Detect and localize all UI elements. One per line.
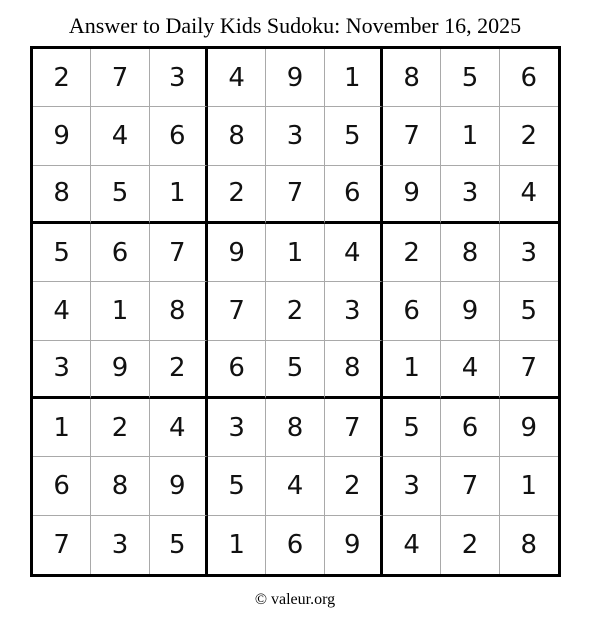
sudoku-cell-r6-c6: 8: [325, 341, 383, 399]
sudoku-cell-r8-c5: 4: [266, 457, 324, 515]
sudoku-cell-r7-c8: 6: [441, 399, 499, 457]
sudoku-cell-r3-c9: 4: [500, 166, 558, 224]
sudoku-cell-r4-c3: 7: [150, 224, 208, 282]
sudoku-cell-r4-c5: 1: [266, 224, 324, 282]
sudoku-cell-r8-c2: 8: [91, 457, 149, 515]
sudoku-cell-r7-c1: 1: [33, 399, 91, 457]
sudoku-cell-r3-c8: 3: [441, 166, 499, 224]
sudoku-cell-r6-c9: 7: [500, 341, 558, 399]
sudoku-cell-r2-c3: 6: [150, 107, 208, 165]
sudoku-cell-r5-c6: 3: [325, 282, 383, 340]
sudoku-cell-r9-c9: 8: [520, 529, 538, 560]
sudoku-cell-r3-c7: 9: [383, 166, 441, 224]
sudoku-cell-r7-c9: 9: [500, 399, 558, 457]
sudoku-cell-r9-c8: 2: [441, 516, 499, 574]
sudoku-cell-r8-c1: 6: [33, 457, 91, 515]
sudoku-cell-r9-c4: 1: [208, 516, 266, 574]
sudoku-cell-r8-c8: 7: [441, 457, 499, 515]
sudoku-cell-r2-c2: 4: [91, 107, 149, 165]
sudoku-cell-r7-c5: 8: [266, 399, 324, 457]
sudoku-cell-r7-c2: 2: [91, 399, 149, 457]
sudoku-cell-r7-c4: 3: [208, 399, 266, 457]
sudoku-cell-r1-c2: 7: [91, 49, 149, 107]
sudoku-cell-r5-c9: 5: [500, 282, 558, 340]
sudoku-cell-r1-c8: 5: [441, 49, 499, 107]
sudoku-cell-r1-c9: 6: [500, 49, 558, 107]
sudoku-cell-r2-c7: 7: [383, 107, 441, 165]
sudoku-cell-r1-c1: 2: [33, 49, 91, 107]
sudoku-cell-r5-c1: 4: [33, 282, 91, 340]
sudoku-grid: [30, 46, 561, 577]
sudoku-cell-r4-c9: 3: [500, 224, 558, 282]
sudoku-cell-r1-c3: 3: [150, 49, 208, 107]
sudoku-cell-r3-c3: 1: [150, 166, 208, 224]
sudoku-cell-r9-c5: 6: [266, 516, 324, 574]
sudoku-cell-r9-c2: 3: [91, 516, 149, 574]
sudoku-cell-r4-c7: 2: [383, 224, 441, 282]
sudoku-cell-r1-c5: 9: [266, 49, 324, 107]
sudoku-cell-r6-c3: 2: [150, 341, 208, 399]
sudoku-cell-r1-c6: 1: [325, 49, 383, 107]
sudoku-cell-r2-c6: 5: [325, 107, 383, 165]
sudoku-cell-r2-c4: 8: [208, 107, 266, 165]
sudoku-cell-r3-c4: 2: [208, 166, 266, 224]
sudoku-cell-r4-c2: 6: [91, 224, 149, 282]
sudoku-cell-r2-c1: 9: [33, 107, 91, 165]
sudoku-cell-r2-c5: 3: [266, 107, 324, 165]
sudoku-cell-r1-c7: 8: [383, 49, 441, 107]
sudoku-cell-r9-c7: 4: [383, 516, 441, 574]
sudoku-cell-r6-c1: 3: [33, 341, 91, 399]
sudoku-cell-r6-c5: 5: [266, 341, 324, 399]
sudoku-cell-r8-c7: 3: [383, 457, 441, 515]
sudoku-cell-r5-c3: 8: [150, 282, 208, 340]
sudoku-cell-r9-c6: 9: [325, 516, 383, 574]
sudoku-cell-r5-c2: 1: [91, 282, 149, 340]
sudoku-cell-r6-c2: 9: [91, 341, 149, 399]
sudoku-cell-r9-c1: 7: [33, 516, 91, 574]
sudoku-cell-r3-c5: 7: [266, 166, 324, 224]
sudoku-cell-r6-c4: 6: [208, 341, 266, 399]
sudoku-cell-r7-c3: 4: [150, 399, 208, 457]
sudoku-cell-r3-c2: 5: [91, 166, 149, 224]
sudoku-cell-r2-c9: 2: [500, 107, 558, 165]
sudoku-cell-r8-c6: 2: [325, 457, 383, 515]
sudoku-cell-r4-c8: 8: [441, 224, 499, 282]
sudoku-cell-r4-c4: 9: [208, 224, 266, 282]
sudoku-cell-r5-c5: 2: [266, 282, 324, 340]
sudoku-cell-r8-c3: 9: [150, 457, 208, 515]
sudoku-cell-r5-c8: 9: [441, 282, 499, 340]
page-title: Answer to Daily Kids Sudoku: November 16, 2025: [68, 13, 522, 38]
sudoku-cell-r3-c6: 6: [325, 166, 383, 224]
sudoku-cell-r2-c8: 1: [441, 107, 499, 165]
sudoku-cell-r7-c7: 5: [383, 399, 441, 457]
sudoku-cell-r1-c4: 4: [208, 49, 266, 107]
sudoku-cell-r8-c4: 5: [208, 457, 266, 515]
sudoku-cell-r4-c6: 4: [325, 224, 383, 282]
sudoku-cell-r3-c1: 8: [33, 166, 91, 224]
sudoku-cell-r8-c9: 1: [500, 457, 558, 515]
sudoku-cell-r6-c8: 4: [441, 341, 499, 399]
sudoku-cell-r4-c1: 5: [33, 224, 91, 282]
sudoku-cell-r5-c4: 7: [208, 282, 266, 340]
sudoku-cell-r7-c6: 7: [325, 399, 383, 457]
sudoku-cell-r5-c7: 6: [383, 282, 441, 340]
sudoku-cell-r6-c7: 1: [383, 341, 441, 399]
sudoku-cell-r9-c3: 5: [150, 516, 208, 574]
copyright-footer: © valeur.org: [254, 591, 336, 608]
